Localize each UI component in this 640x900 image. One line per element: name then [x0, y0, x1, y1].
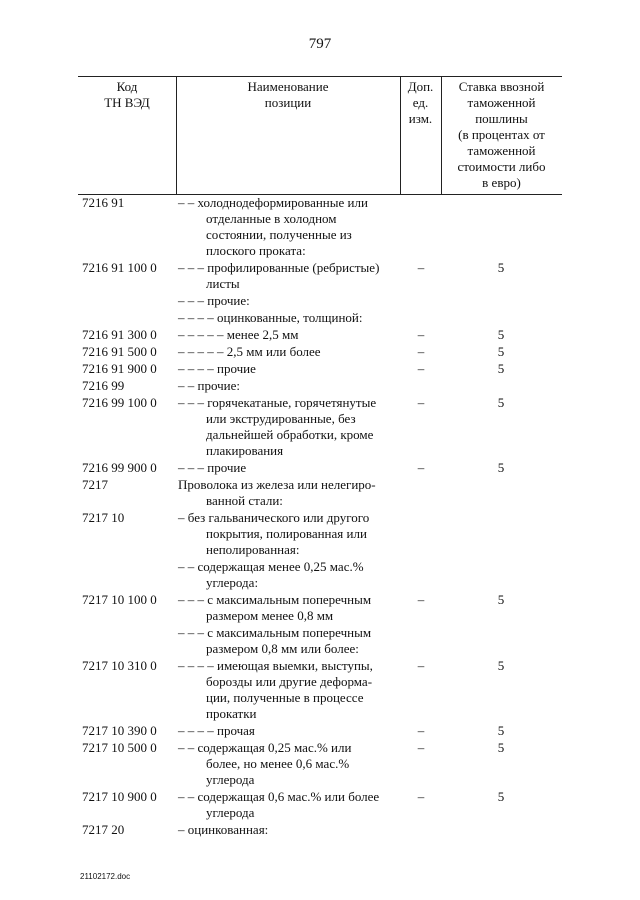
description-line: – – – прочие: [178, 293, 250, 308]
row-description [178, 789, 400, 821]
row-rate: 5 [497, 460, 505, 475]
row-description [178, 195, 400, 259]
description-line: плакирования [206, 443, 284, 458]
description-line: – – – – – 2,5 мм или более [178, 344, 321, 359]
row-description [178, 460, 400, 476]
table-row [0, 658, 640, 722]
row-code: 7216 99 900 0 [82, 460, 157, 475]
description-line: – – – прочие [178, 460, 247, 475]
table-row [0, 361, 640, 377]
row-code: 7216 91 [82, 195, 125, 210]
table-row [0, 293, 640, 309]
table-row [0, 477, 640, 509]
description-line: – – – – прочая [178, 723, 255, 738]
description-line: – – – – – менее 2,5 мм [178, 327, 299, 342]
row-description [178, 378, 400, 394]
description-line: дальнейшей обработки, кроме [206, 427, 374, 442]
table-row [0, 789, 640, 821]
row-code: 7217 10 100 0 [82, 592, 157, 607]
description-line: – – – профилированные (ребристые) [178, 260, 380, 275]
description-line: ции, полученные в процессе [206, 690, 364, 705]
table-row [0, 378, 640, 394]
row-description [178, 361, 400, 377]
row-rate: 5 [497, 658, 505, 673]
table-row [0, 460, 640, 476]
description-line: – – прочие: [178, 378, 240, 393]
description-line: – – содержащая 0,25 мас.% или [178, 740, 352, 755]
table-row [0, 740, 640, 788]
description-line: или экструдированные, без [206, 411, 356, 426]
row-code: 7216 99 [82, 378, 125, 393]
row-description [178, 592, 400, 624]
row-code: 7217 10 900 0 [82, 789, 157, 804]
header-rate: Ставка ввозной таможенной пошлины (в процентах от таможенной стоимости либо в евро) [457, 79, 546, 190]
row-code: 7216 91 500 0 [82, 344, 157, 359]
row-unit: – [417, 344, 425, 359]
row-description [178, 260, 400, 292]
document-filename: 21102172.doc [80, 872, 131, 881]
row-rate: 5 [497, 361, 505, 376]
table-row [0, 592, 640, 624]
row-description [178, 625, 400, 657]
description-line: – – содержащая менее 0,25 мас.% [178, 559, 364, 574]
row-rate: 5 [497, 260, 505, 275]
description-line: более, но менее 0,6 мас.% [206, 756, 350, 771]
description-line: размером менее 0,8 мм [206, 608, 334, 623]
table-row [0, 195, 640, 259]
header-code: Код ТН ВЭД [104, 79, 150, 110]
row-unit: – [417, 740, 425, 755]
row-code: 7216 91 300 0 [82, 327, 157, 342]
page-number: 797 [308, 36, 332, 52]
header-unit: Доп. ед. изм. [407, 79, 434, 126]
description-line: – без гальванического или другого [178, 510, 370, 525]
description-line: – – – горячекатаные, горячетянутые [178, 395, 377, 410]
row-unit: – [417, 460, 425, 475]
table-row [0, 723, 640, 739]
description-line: – – – – прочие [178, 361, 256, 376]
row-rate: 5 [497, 395, 505, 410]
description-line: – – содержащая 0,6 мас.% или более [178, 789, 380, 804]
row-unit: – [417, 395, 425, 410]
header-name: Наименование позиции [247, 79, 329, 110]
description-line: листы [206, 276, 240, 291]
row-code: 7217 10 [82, 510, 125, 525]
description-line: ванной стали: [206, 493, 283, 508]
row-code: 7217 10 310 0 [82, 658, 157, 673]
row-description [178, 310, 400, 326]
row-unit: – [417, 592, 425, 607]
row-rate: 5 [497, 740, 505, 755]
description-line: – – – с максимальным поперечным [178, 592, 372, 607]
row-description [178, 559, 400, 591]
table-row [0, 310, 640, 326]
row-rate: 5 [497, 789, 505, 804]
description-line: состоянии, полученные из [206, 227, 352, 242]
row-description [178, 723, 400, 739]
row-code: 7216 91 100 0 [82, 260, 157, 275]
row-rate: 5 [497, 592, 505, 607]
description-line: отделанные в холодном [206, 211, 337, 226]
row-code: 7216 91 900 0 [82, 361, 157, 376]
row-description [178, 510, 400, 558]
table-row [0, 327, 640, 343]
description-line: покрытия, полированная или [206, 526, 367, 541]
table-row [0, 260, 640, 292]
row-description [178, 658, 400, 722]
table-row [0, 344, 640, 360]
description-line: размером 0,8 мм или более: [206, 641, 359, 656]
description-line: Проволока из железа или нелегиро- [178, 477, 376, 492]
description-line: – оцинкованная: [178, 822, 269, 837]
row-code: 7217 10 390 0 [82, 723, 157, 738]
row-description [178, 344, 400, 360]
row-code: 7217 10 500 0 [82, 740, 157, 755]
row-description [178, 822, 400, 838]
table-row [0, 395, 640, 459]
row-unit: – [417, 361, 425, 376]
row-unit: – [417, 658, 425, 673]
row-description [178, 740, 400, 788]
row-rate: 5 [497, 723, 505, 738]
row-description [178, 477, 400, 509]
row-unit: – [417, 327, 425, 342]
description-line: углерода [206, 805, 255, 820]
row-description [178, 327, 400, 343]
row-unit: – [417, 260, 425, 275]
table-row [0, 625, 640, 657]
row-rate: 5 [497, 327, 505, 342]
row-unit: – [417, 723, 425, 738]
description-line: неполированная: [206, 542, 300, 557]
row-rate: 5 [497, 344, 505, 359]
table-row [0, 559, 640, 591]
tariff-table-body [0, 195, 640, 838]
description-line: плоского проката: [206, 243, 306, 258]
description-line: борозды или другие деформа- [206, 674, 373, 689]
description-line: – – – – имеющая выемки, выступы, [178, 658, 373, 673]
table-row [0, 510, 640, 558]
description-line: углерода [206, 772, 255, 787]
description-line: прокатки [206, 706, 257, 721]
description-line: – – холоднодеформированные или [178, 195, 368, 210]
row-description [178, 293, 400, 309]
row-code: 7216 99 100 0 [82, 395, 157, 410]
row-code: 7217 20 [82, 822, 125, 837]
row-unit: – [417, 789, 425, 804]
row-code: 7217 [82, 477, 108, 492]
table-top-rule [78, 76, 562, 77]
table-row [0, 822, 640, 838]
description-line: – – – – оцинкованные, толщиной: [178, 310, 363, 325]
description-line: – – – с максимальным поперечным [178, 625, 372, 640]
row-description [178, 395, 400, 459]
description-line: углерода: [206, 575, 259, 590]
